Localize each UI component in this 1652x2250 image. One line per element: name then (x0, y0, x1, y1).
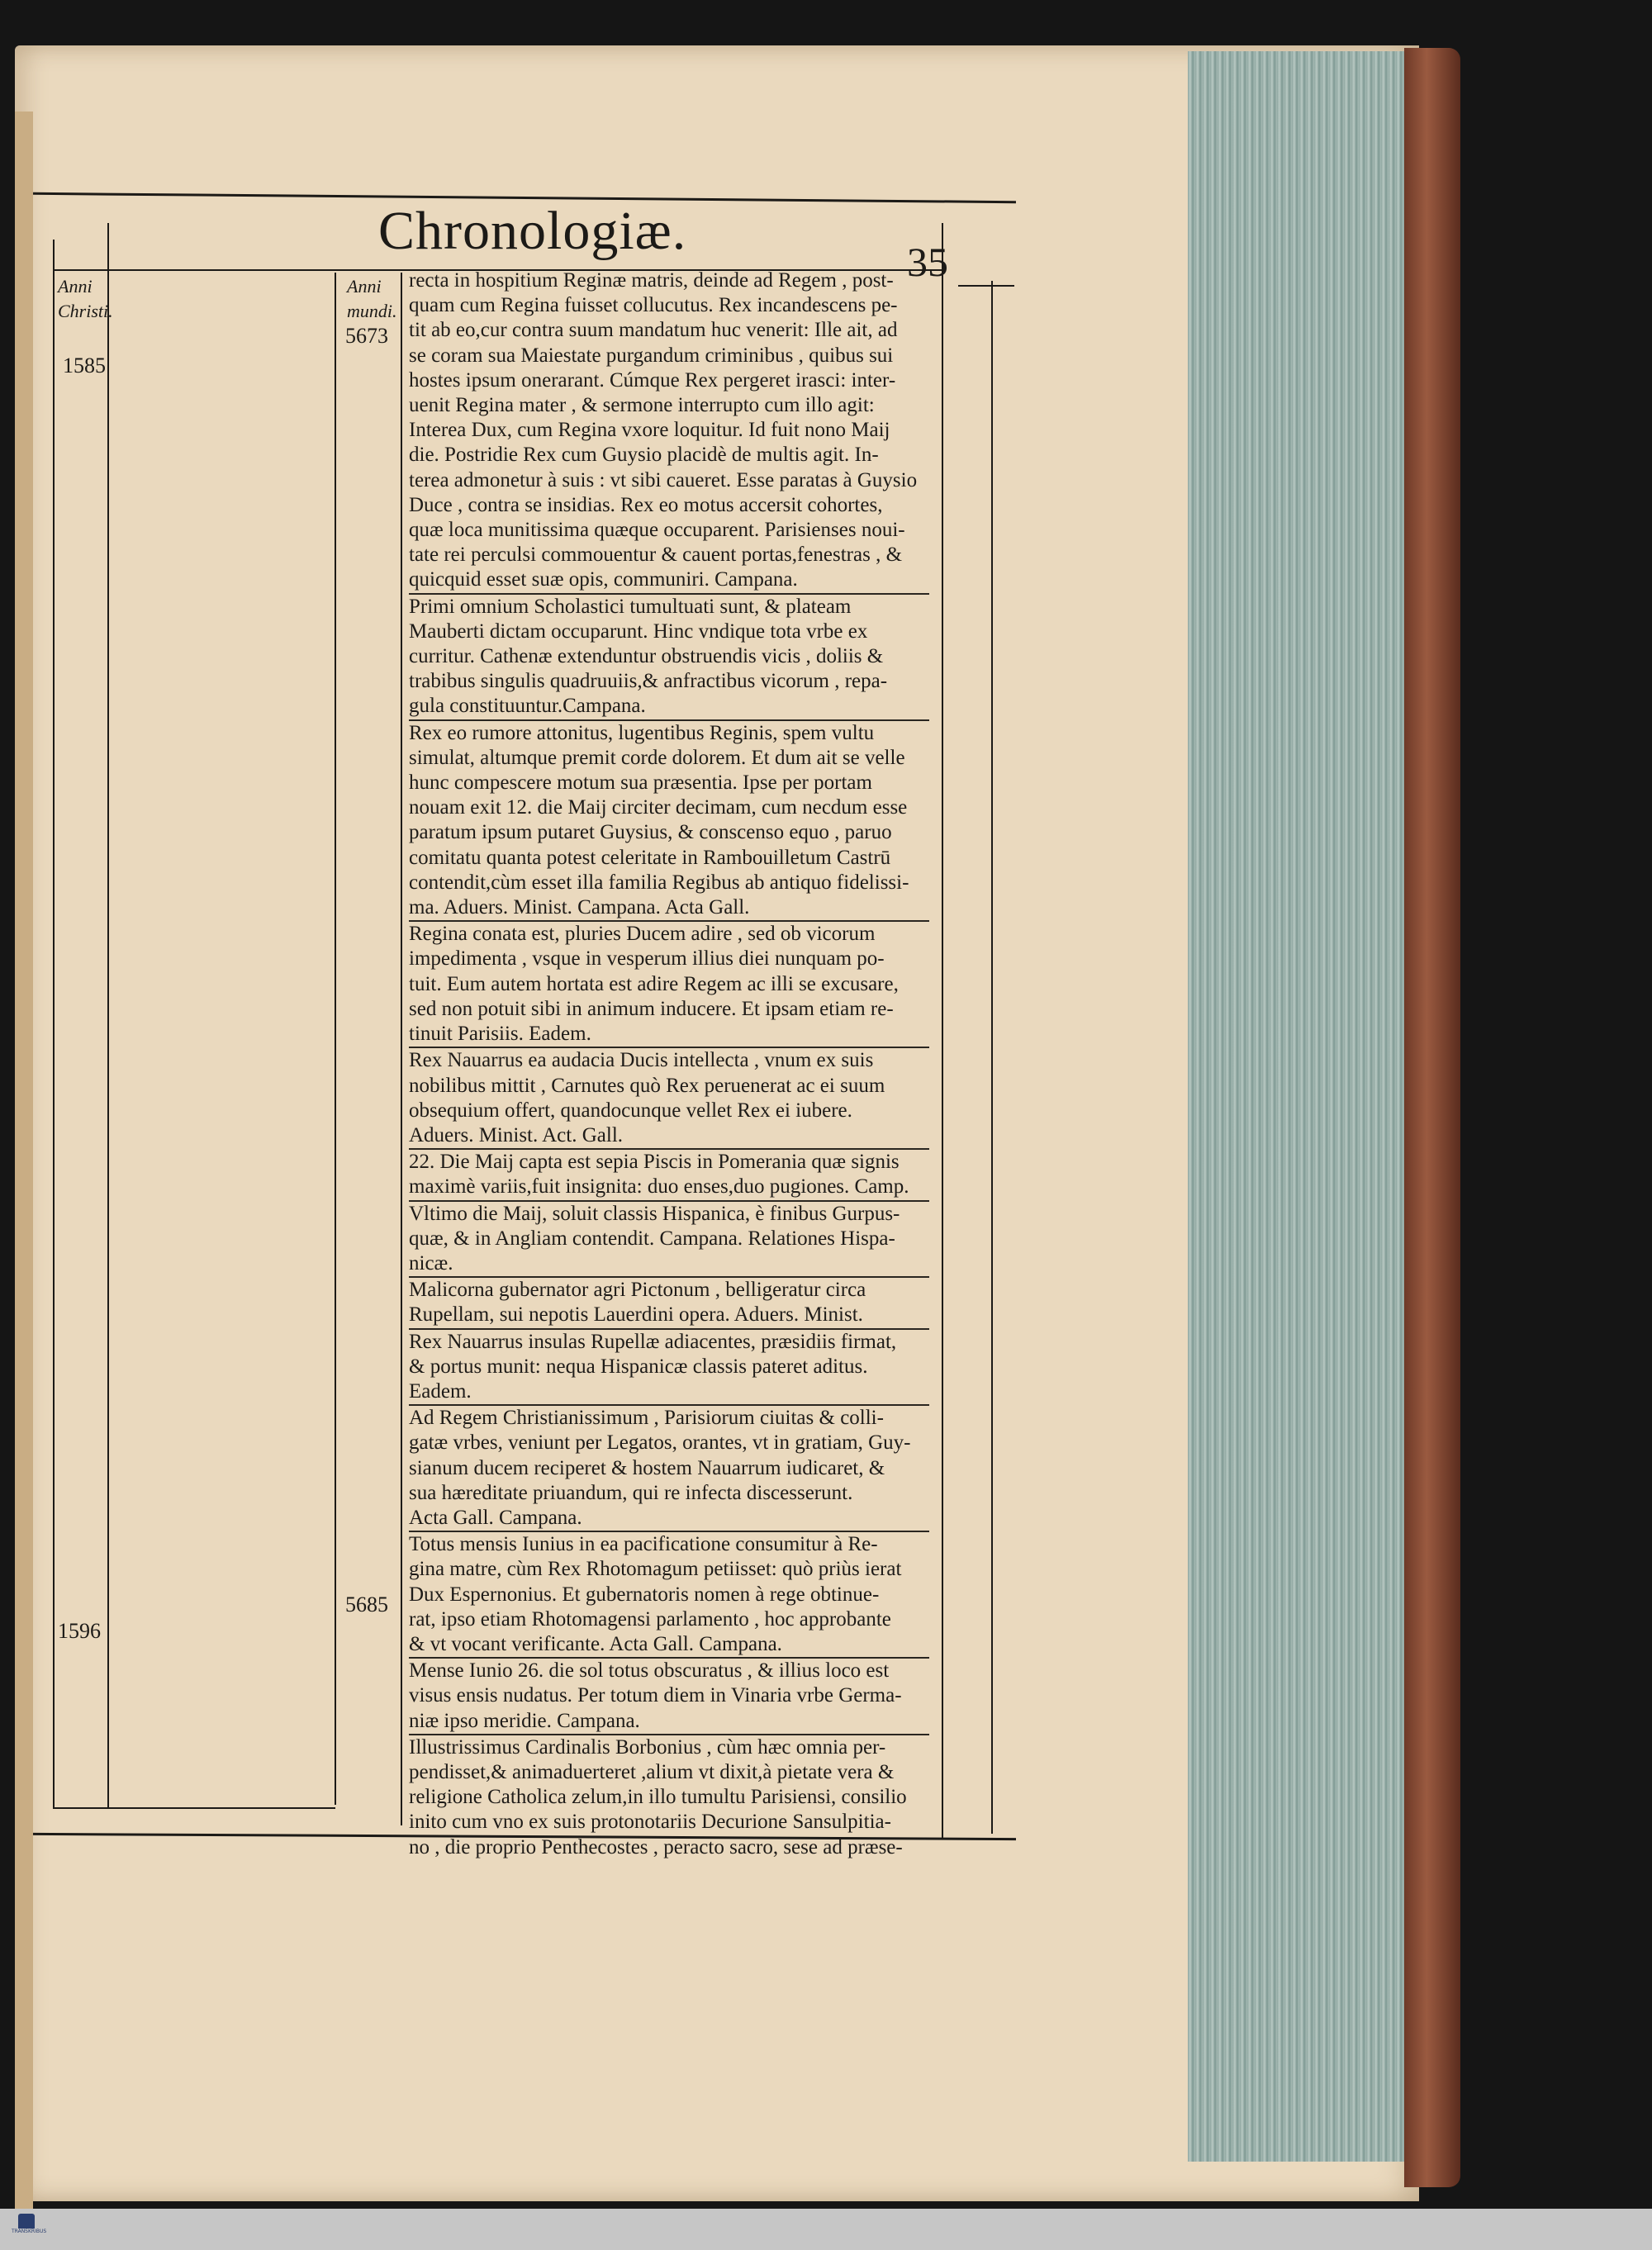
text-line: tinuit Parisiis. Eadem. (409, 1022, 929, 1048)
text-line: visus ensis nudatus. Per totum diem in Vinaria vrbe Germa- (409, 1684, 902, 1707)
text-line: hunc compescere motum sua præsentia. Ipse per portam (409, 771, 872, 795)
year-christi-1: 1585 (63, 354, 106, 377)
text-line: tate rei perculsi commouentur & cauent portas,fenestras , & (409, 544, 903, 567)
text-line: curritur. Cathenæ extenduntur obstruendis vicis , doliis & (409, 645, 884, 668)
anni-mundi-heading (347, 274, 397, 324)
text-line: quæ loca munitissima quæque occuparent. Parisienses noui- (409, 519, 905, 542)
anni-christi-line2: Christi. (58, 301, 113, 321)
book-cover (1404, 48, 1460, 2187)
text-line: Mauberti dictam occuparunt. Hinc vndique tota vrbe ex (409, 619, 868, 643)
text-line: se coram sua Maiestate purgandum criminibus , quibus sui (409, 344, 894, 367)
text-line: trabibus singulis quadruuiis,& anfractibus vicorum , repa- (409, 670, 888, 693)
text-line: Ad Regem Christianissimum , Parisiorum ciuitas & colli- (409, 1407, 884, 1430)
page-number: 35 (907, 239, 948, 285)
text-line: Mense Iunio 26. die sol totus obscuratus , & illius loco est (409, 1659, 890, 1683)
anni-mundi-line2: mundi. (347, 301, 397, 321)
text-line: Duce , contra se insidias. Rex eo motus accersit cohortes, (409, 493, 883, 516)
text-line: Illustrissimus Cardinalis Borbonius , cùm hæc omnia per- (409, 1735, 886, 1759)
text-line: Rupellam, sui nepotis Lauerdini opera. Aduers. Minist. (409, 1303, 929, 1329)
text-line: maximè variis,fuit insignita: duo enses,duo pugiones. Camp. (409, 1175, 929, 1201)
text-line: no , die proprio Penthecostes , peracto sacro, sese ad præse- (409, 1835, 903, 1858)
anni-mundi-line1: Anni (347, 276, 382, 297)
text-line: gula constituuntur.Campana. (409, 694, 929, 720)
logo-icon (18, 2214, 35, 2229)
transkribus-logo (12, 2214, 47, 2245)
text-line: & portus munit: nequa Hispanicæ classis pateret aditus. (409, 1355, 868, 1378)
text-line: quicquid esset suæ opis, communiri. Campana. (409, 567, 929, 594)
text-line: Aduers. Minist. Act. Gall. (409, 1123, 929, 1150)
text-line: obsequium offert, quandocunque vellet Rex ei iubere. (409, 1099, 852, 1122)
text-line: Interea Dux, cum Regina vxore loquitur. Id fuit nono Maij (409, 419, 890, 442)
text-line: Rex eo rumore attonitus, lugentibus Reginis, spem vultu (409, 721, 875, 744)
text-line: pendisset,& animaduerteret ,alium vt dixit,à pietate vera & (409, 1760, 895, 1783)
text-line: gina matre, cùm Rex Rhotomagum petiisset: quò priùs ierat (409, 1558, 902, 1581)
outer-right-tick (958, 285, 1014, 287)
text-line: simulat, altumque premit corde dolorem. Et dum ait se velle (409, 746, 905, 769)
text-left-line (401, 273, 402, 1825)
text-line: comitatu quanta potest celeritate in Rambouilletum Castrū (409, 846, 891, 869)
text-line: niæ ipso meridie. Campana. (409, 1709, 929, 1735)
text-line: Rex Nauarrus ea audacia Ducis intellecta , vnum ex suis (409, 1049, 874, 1072)
chronicle-text (409, 268, 929, 1860)
text-line: quæ, & in Angliam contendit. Campana. Relationes Hispa- (409, 1227, 895, 1250)
text-line: contendit,cùm esset illa familia Regibus ab antiquo fidelissi- (409, 871, 909, 894)
left-inner-line (107, 223, 109, 1809)
logo-label: TRANSKRIBUS (12, 2229, 47, 2234)
text-line: sed non potuit sibi in animum inducere. Et ipsam etiam re- (409, 997, 894, 1020)
text-line: Vltimo die Maij, soluit classis Hispanica, è finibus Gurpus- (409, 1202, 900, 1225)
text-line: Dux Espernonius. Et gubernatoris nomen à rege obtinue- (409, 1583, 880, 1606)
page-gutter (15, 112, 33, 2209)
page-title: Chronologiæ. (378, 201, 687, 261)
outer-right-line (991, 281, 993, 1834)
text-line: religione Catholica zelum,in illo tumultu Parisiensi, consilio (409, 1786, 907, 1809)
text-line: impedimenta , vsque in vesperum illius diei nunquam po- (409, 947, 885, 971)
text-line: Eadem. (409, 1379, 929, 1406)
anni-christi-heading (58, 274, 113, 324)
text-line: Rex Nauarrus insulas Rupellæ adiacentes, præsidiis firmat, (409, 1330, 897, 1353)
text-line: sua hæreditate priuandum, qui re infecta discesserunt. (409, 1481, 853, 1504)
middle-line (335, 273, 336, 1805)
left-col-bottom (53, 1807, 335, 1809)
text-line: sianum ducem reciperet & hostem Nauarrum iudicaret, & (409, 1456, 885, 1479)
page-edges (1188, 51, 1407, 2162)
viewer-footer (0, 2209, 1652, 2250)
text-line: tuit. Eum autem hortata est adire Regem ac illi se excusare, (409, 972, 899, 995)
text-line: paratum ipsum putaret Guysius, & conscenso equo , paruo (409, 821, 892, 844)
text-line: die. Postridie Rex cum Guysio placidè de multis agit. In- (409, 444, 879, 467)
text-line: tit ab eo,cur contra suum mandatum huc venerit: Ille ait, ad (409, 319, 898, 342)
text-line: terea admonetur à suis : vt sibi caueret. Esse paratas à Guysio (409, 468, 918, 491)
year-mundi-1: 5673 (345, 324, 388, 348)
anni-christi-line1: Anni (58, 276, 93, 297)
text-line: Regina conata est, pluries Ducem adire , sed ob vicorum (409, 923, 876, 946)
text-line: rat, ipso etiam Rhotomagensi parlamento , hoc approbante (409, 1607, 891, 1631)
text-line: uenit Regina mater , & sermone interrupto cum illo agit: (409, 394, 875, 417)
text-line: ma. Aduers. Minist. Campana. Acta Gall. (409, 895, 929, 922)
text-line: nobilibus mittit , Carnutes quò Rex peruenerat ac ei suum (409, 1074, 885, 1097)
year-christi-2: 1596 (58, 1619, 101, 1643)
text-line: 22. Die Maij capta est sepia Piscis in Pomerania quæ signis (409, 1151, 900, 1174)
text-line: Malicorna gubernator agri Pictonum , belligeratur circa (409, 1279, 866, 1302)
left-outer-line (53, 240, 55, 1809)
text-line: Primi omnium Scholastici tumultuati sunt, & plateam (409, 595, 852, 618)
text-line: quam cum Regina fuisset collucutus. Rex incandescens pe- (409, 294, 898, 317)
text-line: & vt vocant verificante. Acta Gall. Campana. (409, 1632, 929, 1659)
text-line: hostes ipsum onerarant. Cúmque Rex pergeret irasci: inter- (409, 368, 896, 392)
year-mundi-2: 5685 (345, 1593, 388, 1616)
text-line: inito cum vno ex suis protonotariis Decurione Sansulpitia- (409, 1811, 891, 1834)
text-line: nouam exit 12. die Maij circiter decimam, cum necdum esse (409, 796, 908, 819)
text-line: nicæ. (409, 1251, 929, 1278)
text-line: Acta Gall. Campana. (409, 1506, 929, 1532)
text-line: gatæ vrbes, veniunt per Legatos, orantes, vt in gratiam, Guy- (409, 1431, 911, 1455)
text-line: recta in hospitium Reginæ matris, deinde ad Regem , post- (409, 269, 894, 292)
text-line: Totus mensis Iunius in ea pacificatione consumitur à Re- (409, 1533, 878, 1556)
text-right-line (942, 223, 943, 1838)
